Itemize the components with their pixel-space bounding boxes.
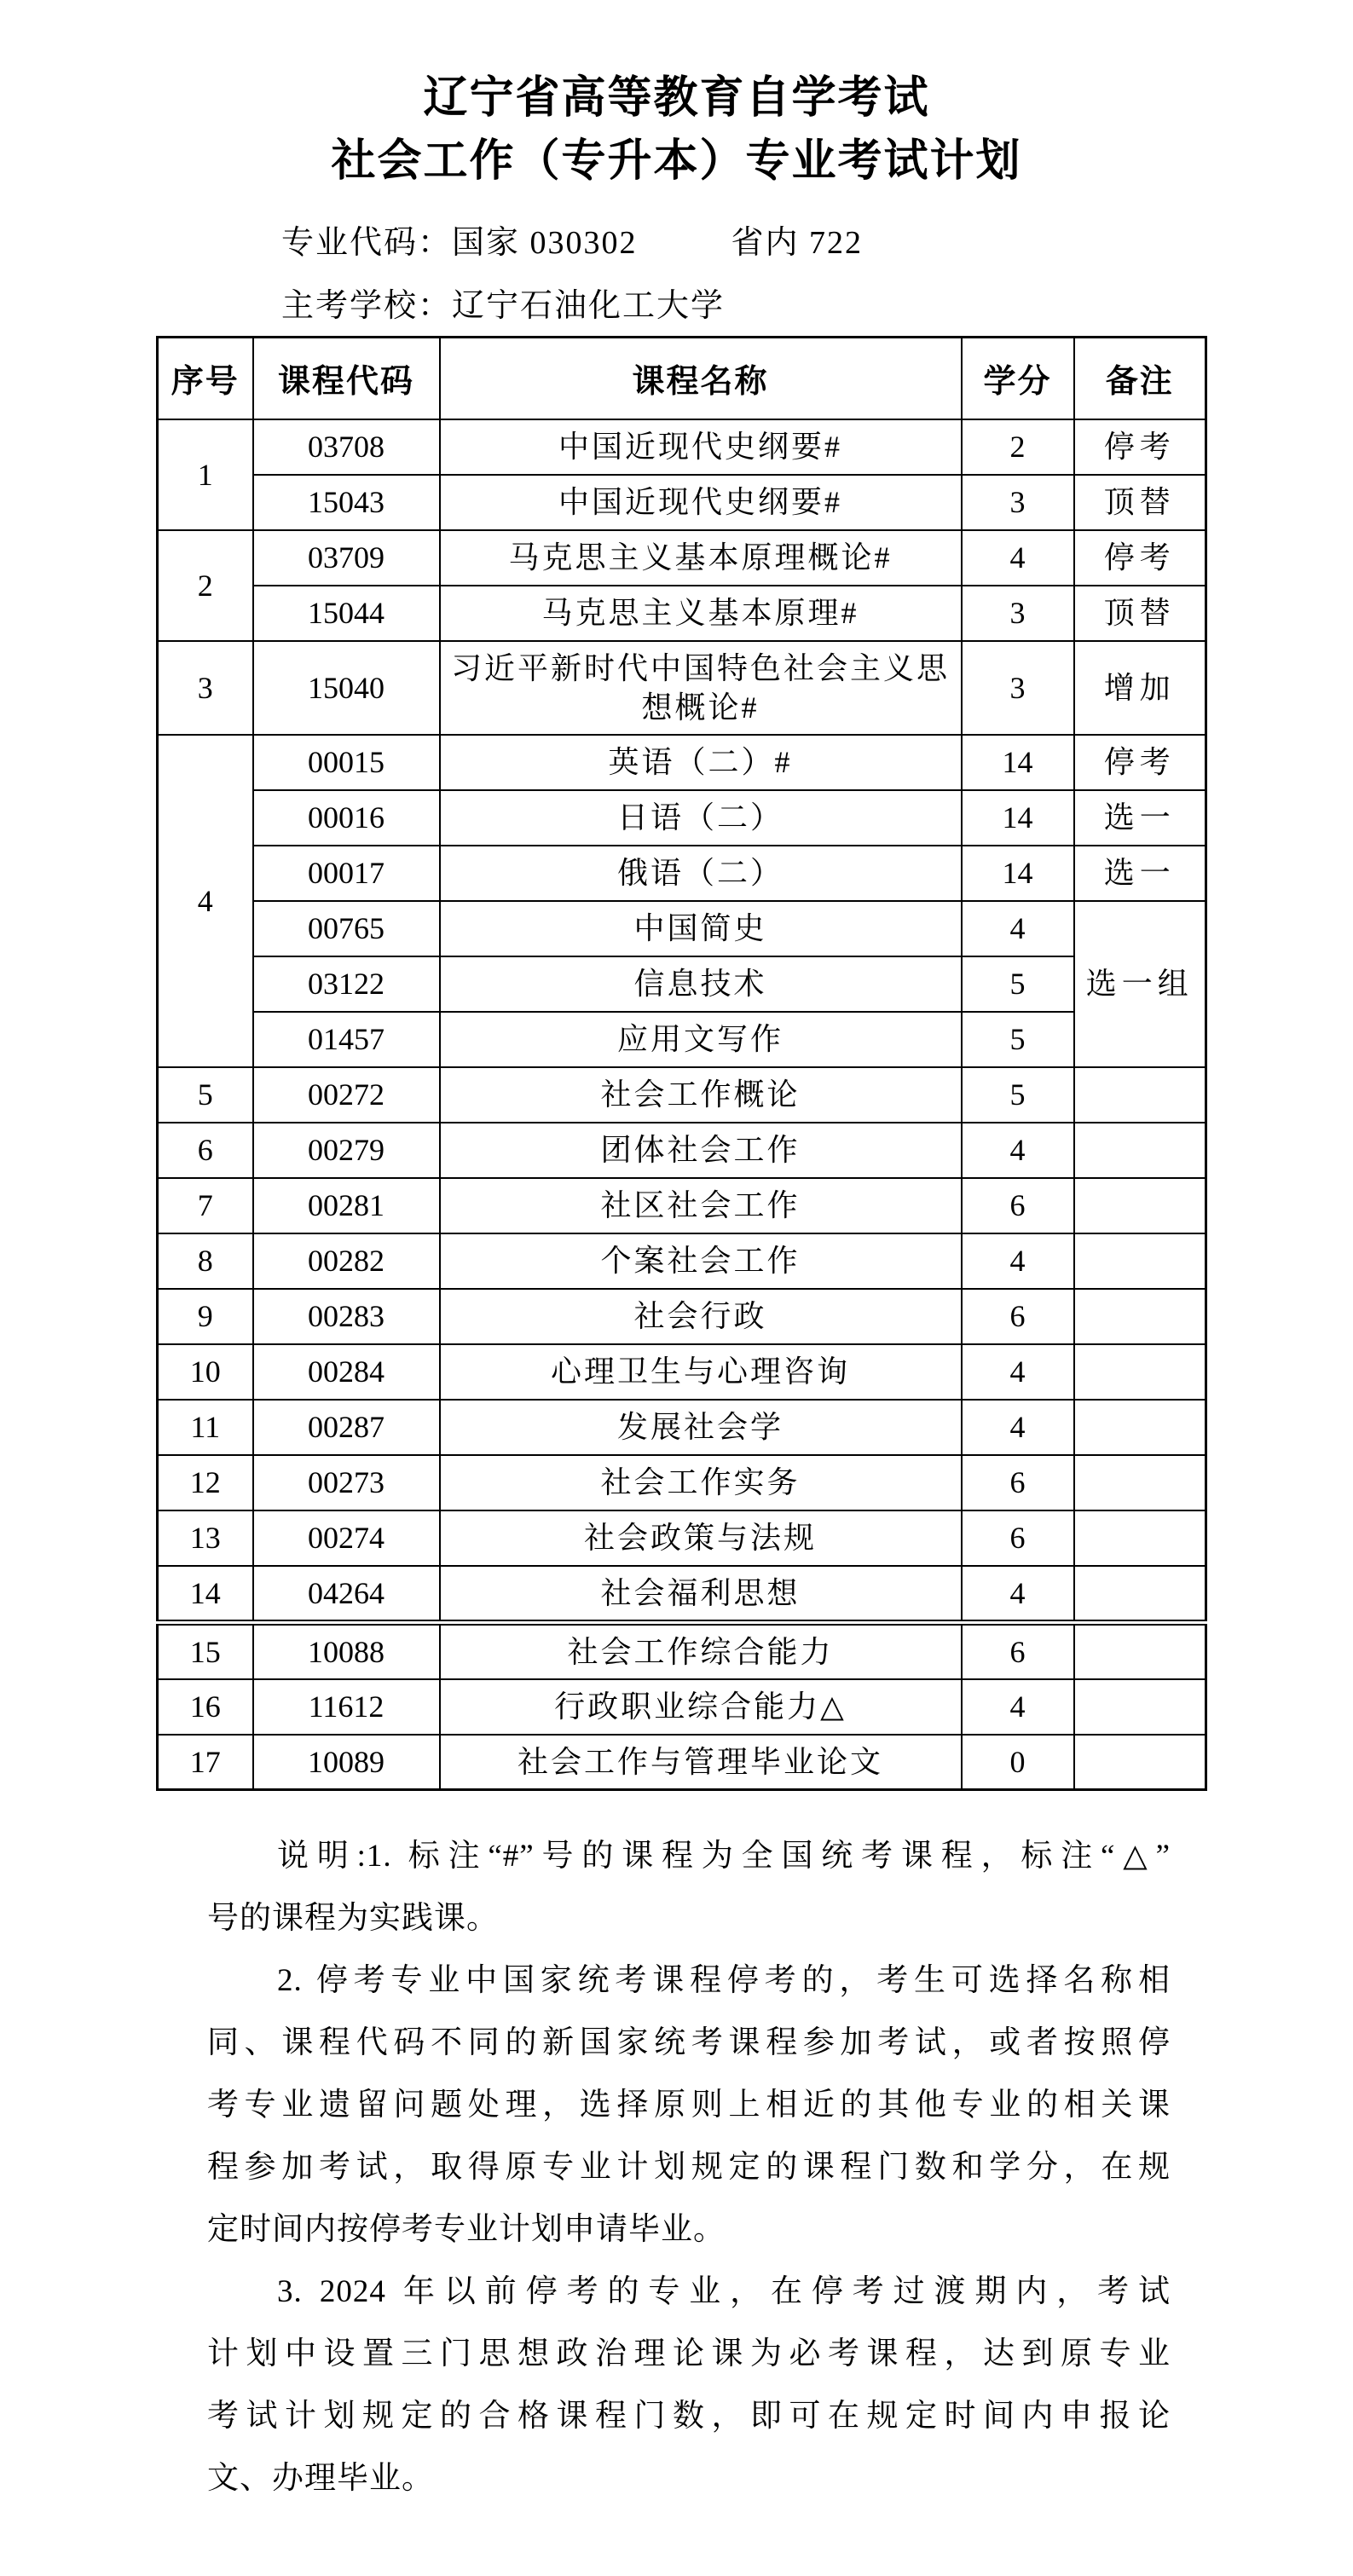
course-name-cell: 社会福利思想	[440, 1566, 962, 1623]
credits-cell: 6	[962, 1289, 1074, 1344]
remark-cell: 顶替	[1074, 586, 1206, 641]
remark-cell	[1074, 1123, 1206, 1178]
course-code-cell: 00765	[253, 901, 440, 956]
remark-cell	[1074, 1400, 1206, 1455]
credits-cell: 5	[962, 1012, 1074, 1067]
course-name-cell: 俄语（二）	[440, 846, 962, 901]
course-name-cell: 中国近现代史纲要#	[440, 475, 962, 530]
course-name-cell: 中国近现代史纲要#	[440, 419, 962, 475]
course-name-cell: 英语（二）#	[440, 735, 962, 790]
remark-cell	[1074, 1067, 1206, 1123]
course-name-cell: 中国简史	[440, 901, 962, 956]
course-name-cell: 团体社会工作	[440, 1123, 962, 1178]
course-name-cell: 社会工作综合能力	[440, 1622, 962, 1679]
note-line: 计划中设置三门思想政治理论课为必考课程，达到原专业	[207, 2336, 1171, 2371]
major-code-national: 国家 030302	[452, 225, 638, 261]
note-line: 考试计划规定的合格课程门数，即可在规定时间内申报论	[207, 2399, 1171, 2434]
course-code-cell: 01457	[253, 1012, 440, 1067]
note-line: 定时间内按停考专业计划申请毕业。	[207, 2212, 726, 2247]
course-code-cell: 00284	[253, 1344, 440, 1400]
note-line: 3. 2024 年以前停考的专业，在停考过渡期内，考试	[277, 2274, 1171, 2309]
header-course-code: 课程代码	[253, 338, 440, 419]
credits-cell: 4	[962, 1566, 1074, 1623]
remark-cell	[1074, 1622, 1206, 1679]
remark-cell	[1074, 1178, 1206, 1233]
remark-cell: 选一	[1074, 790, 1206, 846]
course-code-cell: 00282	[253, 1233, 440, 1289]
course-code-cell: 15044	[253, 586, 440, 641]
table-row	[158, 1735, 1206, 1790]
credits-cell: 4	[962, 1344, 1074, 1400]
remark-cell	[1074, 1735, 1206, 1790]
seq-cell: 10	[158, 1344, 253, 1400]
seq-cell: 15	[158, 1622, 253, 1679]
table-row	[158, 1233, 1206, 1289]
table-row	[158, 641, 1206, 735]
credits-cell: 4	[962, 1679, 1074, 1735]
credits-cell: 14	[962, 846, 1074, 901]
course-code-cell: 15043	[253, 475, 440, 530]
course-code-cell: 00017	[253, 846, 440, 901]
course-code-cell: 00016	[253, 790, 440, 846]
page-subtitle: 社会工作（专升本）专业考试计划	[331, 136, 1022, 186]
seq-cell: 6	[158, 1123, 253, 1178]
credits-cell: 4	[962, 901, 1074, 956]
course-code-cell: 00283	[253, 1289, 440, 1344]
credits-cell: 4	[962, 1400, 1074, 1455]
table-row	[158, 735, 1206, 790]
table-row	[158, 1123, 1206, 1178]
seq-cell: 1	[158, 419, 253, 530]
remark-cell: 停考	[1074, 530, 1206, 586]
seq-cell: 9	[158, 1289, 253, 1344]
seq-cell: 3	[158, 641, 253, 735]
remark-cell	[1074, 1344, 1206, 1400]
seq-cell: 2	[158, 530, 253, 641]
course-name-cell: 社会工作与管理毕业论文	[440, 1735, 962, 1790]
exam-plan-table	[156, 336, 1207, 1791]
seq-cell: 17	[158, 1735, 253, 1790]
note-line: 程参加考试，取得原专业计划规定的课程门数和学分，在规	[207, 2150, 1171, 2185]
remark-cell	[1074, 1233, 1206, 1289]
course-name-cell: 社会行政	[440, 1289, 962, 1344]
major-code-line	[281, 223, 1353, 263]
course-name-cell: 应用文写作	[440, 1012, 962, 1067]
table-header-row	[158, 338, 1206, 419]
credits-cell: 3	[962, 586, 1074, 641]
course-name-cell: 社会政策与法规	[440, 1510, 962, 1566]
course-name-cell: 个案社会工作	[440, 1233, 962, 1289]
table-row	[158, 1679, 1206, 1735]
course-code-cell: 00015	[253, 735, 440, 790]
table-row	[158, 1289, 1206, 1344]
table-row	[158, 790, 1206, 846]
remark-cell	[1074, 1510, 1206, 1566]
table-row	[158, 1622, 1206, 1679]
seq-cell: 13	[158, 1510, 253, 1566]
seq-cell: 8	[158, 1233, 253, 1289]
remark-cell: 顶替	[1074, 475, 1206, 530]
remark-cell	[1074, 1455, 1206, 1510]
course-code-cell: 00273	[253, 1455, 440, 1510]
seq-cell: 11	[158, 1400, 253, 1455]
seq-cell: 16	[158, 1679, 253, 1735]
remark-cell	[1074, 1566, 1206, 1623]
credits-cell: 5	[962, 1067, 1074, 1123]
credits-cell: 3	[962, 475, 1074, 530]
note-line: 号的课程为实践课。	[207, 1901, 499, 1936]
credits-cell: 5	[962, 956, 1074, 1012]
page-title: 辽宁省高等教育自学考试	[423, 73, 930, 123]
course-code-cell: 10088	[253, 1622, 440, 1679]
remark-cell: 停考	[1074, 735, 1206, 790]
remark-cell: 选一	[1074, 846, 1206, 901]
course-code-cell: 03122	[253, 956, 440, 1012]
course-code-cell: 00274	[253, 1510, 440, 1566]
table-row	[158, 475, 1206, 530]
seq-cell: 14	[158, 1566, 253, 1623]
course-name-cell: 社会工作实务	[440, 1455, 962, 1510]
table-row	[158, 530, 1206, 586]
table-row	[158, 956, 1206, 1012]
course-code-cell: 15040	[253, 641, 440, 735]
credits-cell: 6	[962, 1455, 1074, 1510]
table-row	[158, 1012, 1206, 1067]
school-line	[281, 286, 1353, 326]
credits-cell: 4	[962, 530, 1074, 586]
course-name-cell: 习近平新时代中国特色社会主义思想概论#	[440, 641, 962, 735]
table-row	[158, 1344, 1206, 1400]
table-row	[158, 419, 1206, 475]
credits-cell: 6	[962, 1178, 1074, 1233]
note-line: 同、课程代码不同的新国家统考课程参加考试，或者按照停	[207, 2025, 1171, 2060]
credits-cell: 14	[962, 790, 1074, 846]
credits-cell: 14	[962, 735, 1074, 790]
header-credits: 学分	[962, 338, 1074, 419]
course-name-cell: 发展社会学	[440, 1400, 962, 1455]
course-code-cell: 00281	[253, 1178, 440, 1233]
course-name-cell: 行政职业综合能力△	[440, 1679, 962, 1735]
table-row	[158, 1400, 1206, 1455]
seq-cell: 5	[158, 1067, 253, 1123]
course-name-cell: 马克思主义基本原理#	[440, 586, 962, 641]
remark-cell: 选一组	[1074, 901, 1206, 1067]
remark-cell	[1074, 1679, 1206, 1735]
credits-cell: 3	[962, 641, 1074, 735]
course-name-cell: 信息技术	[440, 956, 962, 1012]
credits-cell: 0	[962, 1735, 1074, 1790]
table-row	[158, 1510, 1206, 1566]
note-line: 文、办理毕业。	[207, 2461, 434, 2496]
table-row	[158, 901, 1206, 956]
remark-cell: 停考	[1074, 419, 1206, 475]
header-seq: 序号	[158, 338, 253, 419]
table-row	[158, 1178, 1206, 1233]
credits-cell: 6	[962, 1622, 1074, 1679]
credits-cell: 4	[962, 1233, 1074, 1289]
remark-cell	[1074, 1289, 1206, 1344]
header-course-name: 课程名称	[440, 338, 962, 419]
seq-cell: 12	[158, 1455, 253, 1510]
course-code-cell: 00287	[253, 1400, 440, 1455]
school-label: 主考学校：	[281, 288, 453, 324]
course-name-cell: 社会工作概论	[440, 1067, 962, 1123]
major-code-provincial: 省内 722	[731, 225, 864, 261]
table-row	[158, 1455, 1206, 1510]
credits-cell: 4	[962, 1123, 1074, 1178]
remark-cell: 增加	[1074, 641, 1206, 735]
note-line: 2. 停考专业中国家统考课程停考的，考生可选择名称相	[277, 1963, 1171, 1998]
seq-cell: 7	[158, 1178, 253, 1233]
course-code-cell: 00272	[253, 1067, 440, 1123]
course-code-cell: 00279	[253, 1123, 440, 1178]
note-line: 说明:1. 标注“#”号的课程为全国统考课程，标注“△”	[277, 1839, 1171, 1874]
course-code-cell: 11612	[253, 1679, 440, 1735]
table-row	[158, 1566, 1206, 1623]
course-code-cell: 04264	[253, 1566, 440, 1623]
school-name: 辽宁石油化工大学	[452, 288, 726, 324]
table-row	[158, 1067, 1206, 1123]
course-code-cell: 03708	[253, 419, 440, 475]
header-remark: 备注	[1074, 338, 1206, 419]
meta-block	[281, 223, 1353, 326]
course-name-cell: 马克思主义基本原理概论#	[440, 530, 962, 586]
seq-cell: 4	[158, 735, 253, 1067]
notes-block	[207, 1825, 1171, 2510]
table-row	[158, 846, 1206, 901]
course-code-cell: 10089	[253, 1735, 440, 1790]
table-row	[158, 586, 1206, 641]
note-line: 考专业遗留问题处理，选择原则上相近的其他专业的相关课	[207, 2088, 1171, 2123]
course-name-cell: 日语（二）	[440, 790, 962, 846]
credits-cell: 2	[962, 419, 1074, 475]
course-name-cell: 社区社会工作	[440, 1178, 962, 1233]
credits-cell: 6	[962, 1510, 1074, 1566]
course-code-cell: 03709	[253, 530, 440, 586]
course-name-cell: 心理卫生与心理咨询	[440, 1344, 962, 1400]
major-code-label: 专业代码：	[281, 225, 453, 261]
